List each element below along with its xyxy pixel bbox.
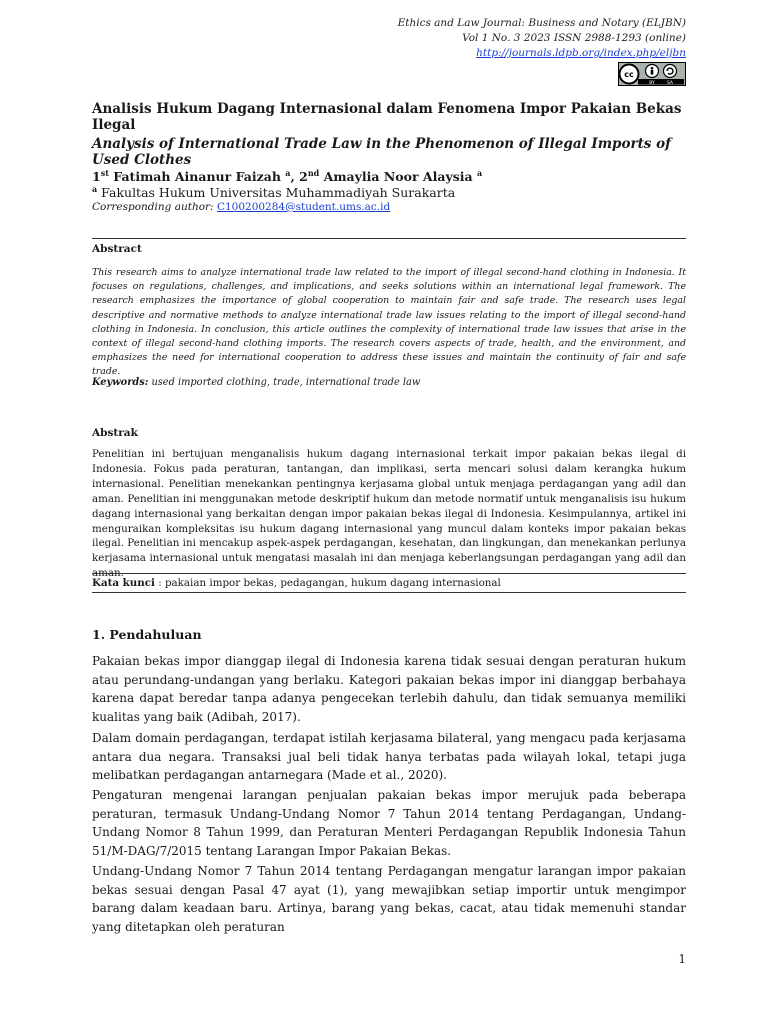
section-heading: 1. Pendahuluan	[92, 627, 202, 642]
corresponding-author	[92, 201, 390, 213]
paragraph-2: Dalam domain perdagangan, terdapat istilah kerjasama bilateral, yang mengacu pada kerjasama antara dua negara. Transaksi jual beli tidak hanya terbatas pada wilayah lokal, tetapi juga melibatkan perdagangan antarnegara (Made et al., 2020).	[92, 731, 686, 783]
paper-title-en: Analysis of International Trade Law in the Phenomenon of Illegal Imports of Used Clothes	[92, 136, 671, 168]
author2-ordinal: nd	[307, 168, 320, 178]
by-label: BY	[649, 81, 655, 86]
corresponding-label: Corresponding author:	[92, 201, 217, 213]
author1-ordinal: st	[100, 168, 109, 178]
journal-header	[398, 16, 686, 61]
journal-name: Ethics and Law Journal: Business and Notary (ELJBN)	[397, 17, 686, 29]
kata-kunci	[92, 577, 501, 589]
divider-kata-kunci-bottom	[92, 592, 686, 593]
keywords-text: used imported clothing, trade, international trade law	[148, 377, 421, 388]
keywords-label: Keywords:	[92, 377, 149, 388]
paper-title-id: Analisis Hukum Dagang Internasional dalam Fenomena Impor Pakaian Bekas Ilegal	[92, 101, 682, 133]
authors-line	[92, 168, 482, 184]
sa-label: SA	[666, 81, 674, 86]
affiliation	[92, 184, 455, 200]
page-number: 1	[678, 952, 686, 966]
affiliation-text: Fakultas Hukum Universitas Muhammadiyah Surakarta	[97, 185, 456, 201]
abstrak-text: Penelitian ini bertujuan menganalisis hukum dagang internasional terkait impor pakaian bekas ilegal di Indonesia. Fokus pada peraturan, tantangan, dan implikasi, serta mencari solusi dalam kerangka hukum internasional. Penelitian menekankan pentingnya kerjasama global untuk menjaga perdagangan yang adil dan aman. Penelitian ini menggunakan metode deskriptif hukum dan metode normatif untuk menganalisis isu hukum dagang internasional yang berkaitan dengan impor pakaian bekas ilegal di Indonesia. Kesimpulannya, artikel ini menguraikan kompleksitas isu hukum dagang internasional yang muncul dalam konteks impor pakaian bekas ilegal. Penelitian ini mencakup aspek-aspek perdagangan, kesehatan, dan lingkungan, dan menekankan perlunya kerjasama internasional untuk mengatasi masalah ini dan menjaga keberlangsungan perdagangan yang adil dan aman.	[92, 448, 686, 580]
divider-kata-kunci-top	[92, 573, 686, 574]
author1-name: Fatimah Ainanur Faizah	[108, 169, 286, 185]
journal-volume: Vol 1 No. 3 2023 ISSN 2988-1293 (online)	[462, 32, 686, 44]
abstrak-heading: Abstrak	[92, 427, 138, 439]
author2-number: , 2	[290, 169, 308, 185]
journal-url-link[interactable]: http://journals.ldpb.org/index.php/eljbn	[476, 47, 686, 59]
kata-kunci-text: : pakaian impor bekas, pedagangan, hukum dagang internasional	[154, 577, 501, 589]
keywords	[92, 377, 420, 388]
abstract-text: This research aims to analyze international trade law related to the import of illegal second-hand clothing in Indonesia. It focuses on regulations, challenges, and implications, and seeks solutions within an international legal framework. The research emphasizes the importance of global cooperation to maintain fair and safe trade. The research uses legal descriptive and normative methods to analyze international trade law issues relating to the import of illegal second-hand clothing in Indonesia. In conclusion, this article outlines the complexity of international trade law issues that arise in the context of illegal second-hand clothing imports. The research covers aspects of trade, health, and the environment, and emphasizes the need for international cooperation to address these issues and maintain the continuity of fair and safe trade.	[92, 267, 686, 378]
affiliation-mark: a	[92, 184, 98, 194]
author2-name: Amaylia Noor Alaysia	[319, 169, 477, 185]
author2-affiliation-mark: a	[476, 168, 483, 178]
kata-kunci-label: Kata kunci	[92, 577, 155, 589]
divider-top	[92, 238, 686, 239]
corresponding-email-link[interactable]: C100200284@student.ums.ac.id	[216, 201, 391, 213]
author1-affiliation-mark: a	[285, 168, 291, 178]
abstract-heading: Abstract	[92, 243, 142, 255]
cc-label: cc	[624, 70, 634, 79]
author1-number: 1	[92, 169, 101, 185]
paragraph-4: Undang-Undang Nomor 7 Tahun 2014 tentang Perdagangan mengatur larangan impor pakaian bekas sesuai dengan Pasal 47 ayat (1), yang mewajibkan setiap importir untuk mengimpor barang dalam keadaan baru. Artinya, barang yang bekas, cacat, atau tidak memenuhi standar yang ditetapkan oleh peraturan	[92, 864, 686, 935]
cc-by-sa-license-icon	[618, 62, 686, 86]
paragraph-3: Pengaturan mengenai larangan penjualan pakaian bekas impor merujuk pada beberapa peraturan, termasuk Undang-Undang Nomor 7 Tahun 2014 tentang Perdagangan, Undang-Undang Nomor 8 Tahun 1999, dan Peraturan Menteri Perdagangan Republik Indonesia Tahun 51/M-DAG/7/2015 tentang Larangan Impor Pakaian Bekas.	[92, 788, 686, 859]
paragraph-1: Pakaian bekas impor dianggap ilegal di Indonesia karena tidak sesuai dengan peraturan hukum atau perundang-undangan yang berlaku. Kategori pakaian bekas impor ini dianggap berbahaya karena dapat beredar tanpa adanya pengecekan terlebih dahulu, dan tidak semuanya memiliki kualitas yang baik (Adibah, 2017).	[92, 654, 686, 725]
